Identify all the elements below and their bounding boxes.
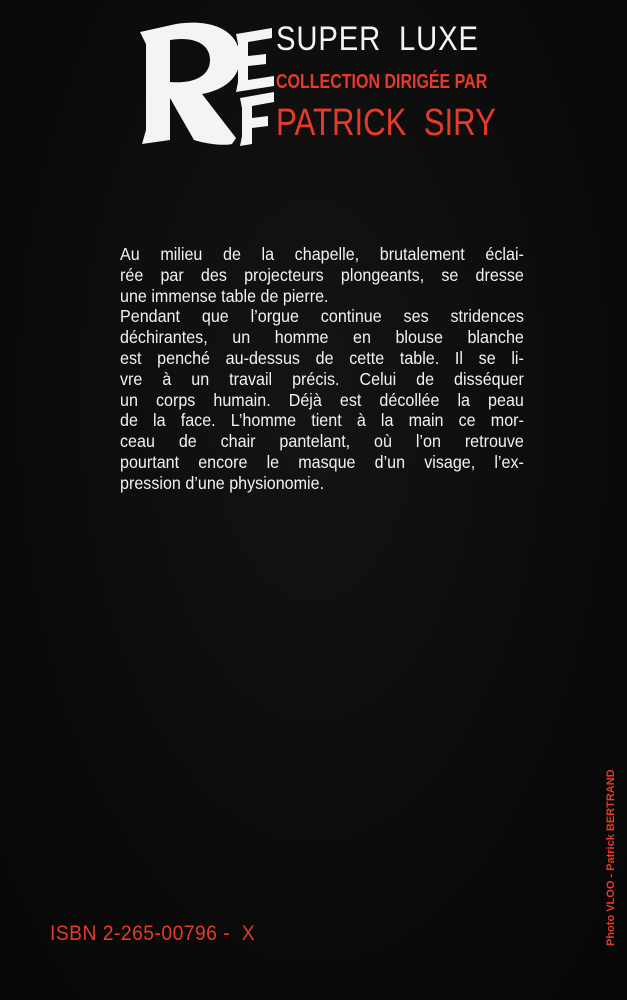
blurb-line: Au milieu de la chapelle, brutalement éclai-: [120, 244, 524, 264]
isbn-number: ISBN 2-265-00796 - X: [50, 922, 256, 945]
ref-logo: [136, 18, 276, 148]
logo-letter-r: [140, 23, 240, 145]
blurb-line: un corps humain. Déjà est décollée la peau: [120, 389, 524, 410]
collection-label: COLLECTION DIRIGÉE PAR: [276, 71, 488, 93]
ref-monogram-icon: [136, 18, 276, 148]
director-name: PATRICK SIRY: [276, 102, 496, 144]
blurb-line: de la face. L’homme tient à la main ce mor-: [120, 410, 524, 431]
photo-credit: Photo VLOO - Patrick BERTRAND: [605, 769, 617, 946]
blurb-line: Pendant que l’orgue continue ses stridences: [120, 306, 524, 327]
blurb-line: vre à un travail précis. Celui de disséquer: [120, 368, 524, 389]
blurb-line: ceau de chair pantelant, où l’on retrouve: [120, 431, 524, 452]
blurb-line: pression d’une physionomie.: [120, 472, 325, 493]
blurb-text: [120, 244, 524, 494]
blurb-line: déchirantes, un homme en blouse blanche: [120, 327, 524, 348]
blurb-line: est penché au-dessus de cette table. Il se li-: [120, 347, 524, 368]
series-title: SUPER LUXE: [276, 20, 479, 58]
blurb-line: rée par des projecteurs plongeants, se dresse: [120, 264, 524, 285]
logo-letter-f: [240, 92, 274, 146]
blurb-line: une immense table de pierre.: [120, 285, 329, 306]
logo-letter-e: [236, 28, 274, 92]
blurb-line: pourtant encore le masque d’un visage, l’ex-: [120, 451, 524, 472]
